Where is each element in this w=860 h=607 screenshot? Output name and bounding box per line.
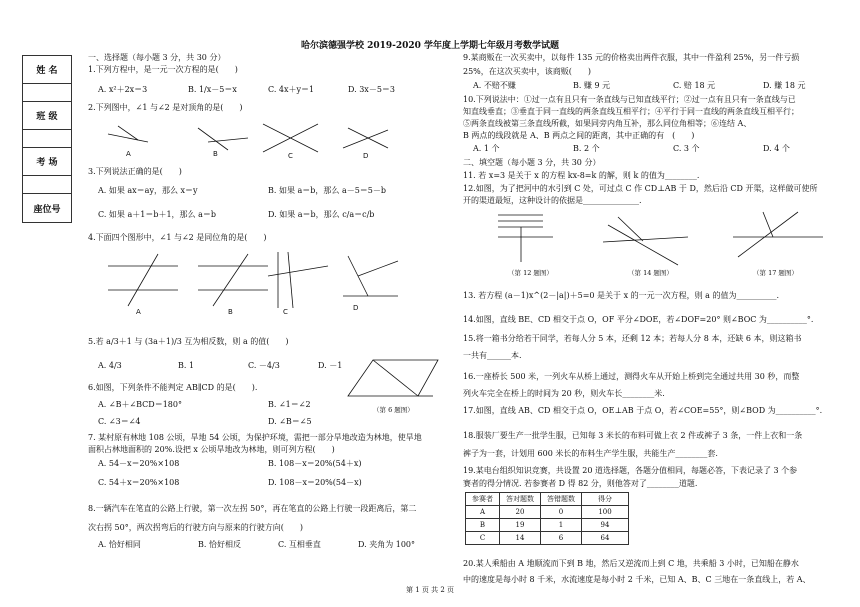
student-info-box [22, 55, 72, 223]
q3-option-c: C. 如果 a＋1＝b＋1，那么 a＝b [98, 210, 216, 219]
question-16-line1: 16.一座桥长 500 米，一列火车从桥上通过，测得火车从开始上桥到完全通过共用 30 秒，而整 [463, 372, 800, 381]
question-18-line1: 18.服装厂要生产一批学生服，已知每 3 米长的布料可做上衣 2 件或裤子 3 条，一件上衣和一条 [463, 431, 803, 440]
table-cell: B [466, 519, 500, 532]
name-blank [23, 84, 71, 102]
table-cell: 0 [541, 506, 582, 519]
q9-option-a: A. 不赔不赚 [473, 81, 516, 90]
table-header-cell: 答对题数 [500, 493, 541, 506]
q4-fig-b-label: B [228, 308, 233, 316]
q3-option-a: A. 如果 ax＝ay，那么 x＝y [98, 186, 198, 195]
q6-option-d: D. ∠B＝∠5 [268, 417, 312, 426]
question-12-line2: 开的渠道最短，这种设计的依据是______________. [463, 196, 642, 205]
q1-option-b: B. 1/x－5＝x [188, 85, 237, 94]
table-row [466, 506, 629, 519]
room-blank [23, 176, 71, 194]
figures-12-14-17 [463, 207, 831, 282]
question-8-line1: 8.一辆汽车在笔直的公路上行驶，第一次左拐 50°，再在笔直的公路上行驶一段距离后，第二 [88, 504, 417, 513]
question-2: 2.下列图中，∠1 与∠2 是对顶角的是( ) [88, 103, 243, 112]
table-cell: C [466, 532, 500, 545]
question-10-line2: 知直线垂直；③垂直于同一直线的两条直线互相平行；④平行于同一直线的两条直线互相平行； [463, 107, 799, 116]
q1-option-d: D. 3x－5＝3 [348, 85, 395, 94]
q10-option-d: D. 4 个 [763, 144, 790, 153]
table-cell: 100 [582, 506, 629, 519]
question-13: 13. 若方程 (a－1)x^(2－|a|)＋5=0 是关于 x 的一元一次方程，则 a 的值为__________. [463, 291, 780, 300]
fig17-caption: （第 17 题图） [753, 269, 798, 277]
q9-option-c: C. 赔 18 元 [673, 81, 716, 90]
question-6: 6.如图，下列条件不能判定 AB∥CD 的是( ). [88, 383, 258, 392]
q1-option-a: A. x²＋2x＝3 [98, 85, 148, 94]
q7-option-c: C. 54＋x＝20%×108 [98, 478, 180, 487]
q5-option-d: D. －1 [318, 361, 343, 370]
q9-option-d: D. 赚 18 元 [763, 81, 806, 90]
table-cell: 6 [541, 532, 582, 545]
q3-option-d: D. 如果 a＝b，那么 c/a＝c/b [268, 210, 375, 219]
q6-option-b: B. ∠1＝∠2 [268, 400, 311, 409]
q2-fig-b-label: B [213, 150, 218, 158]
table-row [466, 532, 629, 545]
question-16-line2: 列火车完全在桥上的时间为 20 秒，则火车长________米. [463, 389, 665, 398]
q2-fig-c-label: C [288, 152, 293, 160]
q1-option-c: C. 4x＋y＝1 [268, 85, 315, 94]
table-header-cell: 答错题数 [541, 493, 582, 506]
question-3: 3.下列说法正确的是( ) [88, 167, 182, 176]
table-header-cell: 得分 [582, 493, 629, 506]
q8-option-a: A. 恰好相同 [98, 540, 141, 549]
q5-option-c: C. －4/3 [248, 361, 280, 370]
question-9-line2: 25%，在这次买卖中，该商贩( ) [463, 67, 592, 76]
q2-fig-d-label: D [363, 152, 369, 160]
class-label: 班 级 [23, 102, 71, 130]
q4-fig-a-label: A [136, 308, 141, 316]
question-11: 11. 若 x=3 是关于 x 的方程 kx-8=k 的解，则 k 的值为________. [463, 171, 700, 180]
q2-fig-a-label: A [126, 150, 131, 158]
question-12-line1: 12.如图，为了把河中的水引到 C 处，可过点 C 作 CD⊥AB 于 D，然后沿 CD 开渠，这样做可使所 [463, 184, 818, 193]
question-15-line1: 15.将一箱书分给若干同学，若每人分 5 本，还剩 12 本；若每人分 8 本，还缺 6 本，则这箱书 [463, 334, 802, 343]
name-label: 姓 名 [23, 56, 71, 84]
table-cell: 94 [582, 519, 629, 532]
q4-figures [88, 246, 458, 316]
question-1: 1.下列方程中，是一元一次方程的是( ) [88, 65, 238, 74]
fig12-caption: （第 12 题图） [508, 269, 553, 277]
question-9-line1: 9.某商贩在一次买卖中，以每件 135 元的价格卖出两件衣服，其中一件盈利 25%，另一件亏损 [463, 53, 800, 62]
seat-label: 座位号 [33, 204, 61, 215]
q6-figure [343, 352, 453, 414]
q6-option-c: C. ∠3＝∠4 [98, 417, 141, 426]
fig14-caption: （第 14 题图） [628, 269, 673, 277]
question-20-line2: 中的速度是每小时 8 千米，水流速度是每小时 2 千米，已知 A、B、C 三地在一条直线上，若 A、 [463, 575, 811, 584]
question-19-line2: 赛者的得分情况. 若参赛者 D 得 82 分，则他答对了________道题. [463, 479, 698, 488]
q7-option-d: D. 108－x＝20%(54－x) [268, 478, 362, 487]
q4-fig-d-label: D [353, 304, 359, 312]
table-header-row [466, 493, 629, 506]
score-table [465, 492, 629, 545]
question-14: 14.如图，直线 BE、CD 相交于点 O，OF 平分∠DOE，若∠DOF=20° 则∠BOC 为__________°. [463, 315, 814, 324]
q2-figures [88, 120, 458, 162]
question-19-line1: 19.某电台组织知识竞赛，共设置 20 道选择题，各题分值相同，每题必答，下表记录了 3 个参 [463, 466, 798, 475]
q5-option-b: B. 1 [178, 361, 195, 370]
question-7-line2: 面积占林地面积的 20%.设把 x 公顷旱地改为林地，则可列方程( ) [88, 445, 335, 454]
q5-option-a: A. 4/3 [98, 361, 122, 370]
q6-option-a: A. ∠B＋∠BCD＝180° [98, 400, 182, 409]
question-17: 17.如图，直线 AB、CD 相交于点 O，OE⊥AB 于点 O，若∠COE=55°，则∠BOD 为__________°. [463, 406, 823, 415]
q9-option-b: B. 赚 9 元 [573, 81, 611, 90]
table-cell: 1 [541, 519, 582, 532]
question-7-line1: 7. 某村原有林地 108 公顷，旱地 54 公顷，为保护环境，需把一部分旱地改造为林地，使旱地 [88, 433, 422, 442]
q10-option-b: B. 2 个 [573, 144, 600, 153]
table-cell: 19 [500, 519, 541, 532]
question-10-line1: 10.下列说法中：①过一点有且只有一条直线与已知直线平行；②过一点有且只有一条直线与已 [463, 95, 796, 104]
question-10-line4: B 两点的线段就是 A、B 两点之间的距离，其中正确的有 ( ) [463, 131, 695, 140]
table-header-cell: 参赛者 [466, 493, 500, 506]
section-choice-heading: 一、选择题（每小题 3 分，共 30 分） [88, 53, 226, 62]
table-cell: 20 [500, 506, 541, 519]
q7-option-a: A. 54－x＝20%×108 [98, 459, 180, 468]
q8-option-c: C. 互相垂直 [278, 540, 321, 549]
question-4: 4.下面四个图形中，∠1 与∠2 是同位角的是( ) [88, 233, 267, 242]
room-label: 考 场 [23, 148, 71, 176]
section-fill-heading: 二、填空题（每小题 3 分，共 30 分） [463, 158, 601, 167]
table-cell: A [466, 506, 500, 519]
q8-option-d: D. 夹角为 100° [358, 540, 416, 549]
table-row [466, 519, 629, 532]
page-title: 哈尔滨德强学校 2019-2020 学年度上学期七年级月考数学试题 [300, 41, 560, 51]
q7-option-b: B. 108－x＝20%(54＋x) [268, 459, 362, 468]
table-cell: 64 [582, 532, 629, 545]
q6-figure-caption: （第 6 题图） [373, 406, 414, 414]
q3-option-b: B. 如果 a＝b，那么 a－5＝5－b [268, 186, 387, 195]
question-8-line2: 次右拐 50°，两次拐弯后的行驶方向与原来的行驶方向( ) [88, 523, 303, 532]
page-footer: 第 1 页 共 2 页 [405, 586, 455, 594]
class-blank [23, 130, 71, 148]
question-5: 5.若 a/3＋1 与 (3a＋1)/3 互为相反数，则 a 的值( ) [88, 337, 289, 346]
question-18-line2: 裤子为一套，计划用 600 米长的布料生产学生服，共能生产________套. [463, 449, 718, 458]
question-20-line1: 20.某人乘船由 A 地顺流而下到 B 地，然后又逆流而上到 C 地，共乘船 3 小时，已知船在静水 [463, 559, 799, 568]
q10-option-a: A. 1 个 [473, 144, 500, 153]
table-cell: 14 [500, 532, 541, 545]
q10-option-c: C. 3 个 [673, 144, 700, 153]
q4-fig-c-label: C [283, 308, 288, 316]
question-15-line2: 一共有______本. [463, 351, 522, 360]
q8-option-b: B. 恰好相反 [198, 540, 241, 549]
question-10-line3: ⑤两条直线被第三条直线所截，如果同旁内角互补，那么同位角相等；⑥连结 A、 [463, 119, 752, 128]
